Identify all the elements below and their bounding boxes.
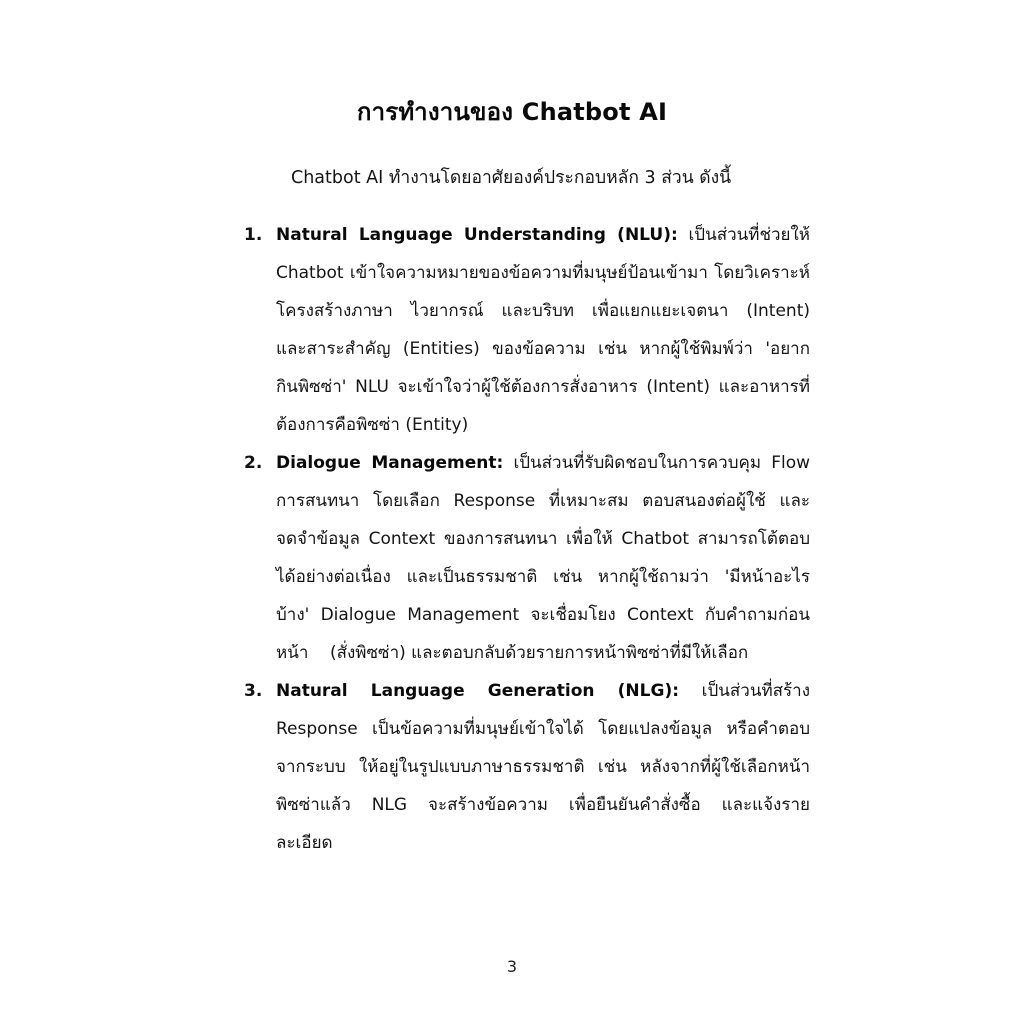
item-number: 2. <box>244 453 263 473</box>
list-item-nlg <box>244 672 810 862</box>
item-number: 1. <box>244 225 263 245</box>
item-number: 3. <box>244 681 263 701</box>
item-line: กินพิซซ่า' NLU จะเข้าใจว่าผู้ใช้ต้องการสั่งอาหาร (Intent) และอาหารที่ <box>276 377 810 397</box>
item-line: จดจำข้อมูล Context ของการสนทนา เพื่อให้ Chatbot สามารถโต้ตอบ <box>276 529 810 549</box>
components-list <box>244 216 810 862</box>
item-line: พิซซ่าแล้ว NLG จะสร้างข้อความ เพื่อยืนยันคำสั่งซื้อ และแจ้งราย <box>276 795 810 815</box>
item-line: ได้อย่างต่อเนื่อง และเป็นธรรมชาติ เช่น หากผู้ใช้ถามว่า 'มีหน้าอะไร <box>276 567 810 587</box>
list-item-dialogue-management <box>244 444 810 672</box>
item-line: การสนทนา โดยเลือก Response ที่เหมาะสม ตอบสนองต่อผู้ใช้ และ <box>276 491 810 511</box>
item-heading: Natural Language Understanding (NLU): <box>276 225 678 245</box>
page-number: 3 <box>506 957 518 976</box>
item-line: จากระบบ ให้อยู่ในรูปแบบภาษาธรรมชาติ เช่น หลังจากที่ผู้ใช้เลือกหน้า <box>276 757 810 777</box>
item-heading: Natural Language Generation (NLG): <box>276 681 680 701</box>
item-line: ละเอียด <box>276 833 333 853</box>
item-line: บ้าง' Dialogue Management จะเชื่อมโยง Context กับคำถามก่อน <box>276 605 810 625</box>
item-line: และสาระสำคัญ (Entities) ของข้อความ เช่น หากผู้ใช้พิมพ์ว่า 'อยาก <box>276 339 810 359</box>
item-text: เป็นส่วนที่สร้าง <box>701 681 810 701</box>
item-first-line <box>276 444 810 482</box>
item-text: เป็นส่วนที่รับผิดชอบในการควบคุม Flow <box>513 453 811 473</box>
item-text: เป็นส่วนที่ช่วยให้ <box>688 225 810 245</box>
item-line: Response เป็นข้อความที่มนุษย์เข้าใจได้ โดยแปลงข้อมูล หรือคำตอบ <box>276 719 810 739</box>
item-line: Chatbot เข้าใจความหมายของข้อความที่มนุษย์ป้อนเข้ามา โดยวิเคราะห์ <box>276 263 810 283</box>
item-line: หน้า (สั่งพิซซ่า) และตอบกลับด้วยรายการหน้าพิซซ่าที่มีให้เลือก <box>276 643 749 663</box>
page-title: การทำงานของ Chatbot AI <box>356 98 668 126</box>
intro-paragraph: Chatbot AI ทำงานโดยอาศัยองค์ประกอบหลัก 3 ส่วน ดังนี้ <box>291 168 732 188</box>
item-first-line <box>276 672 810 710</box>
item-heading: Dialogue Management: <box>276 453 504 473</box>
item-line: โครงสร้างภาษา ไวยากรณ์ และบริบท เพื่อแยกแยะเจตนา (Intent) <box>276 301 810 321</box>
list-item-nlu <box>244 216 810 444</box>
item-first-line <box>276 216 810 254</box>
item-line: ต้องการคือพิซซ่า (Entity) <box>276 415 469 435</box>
